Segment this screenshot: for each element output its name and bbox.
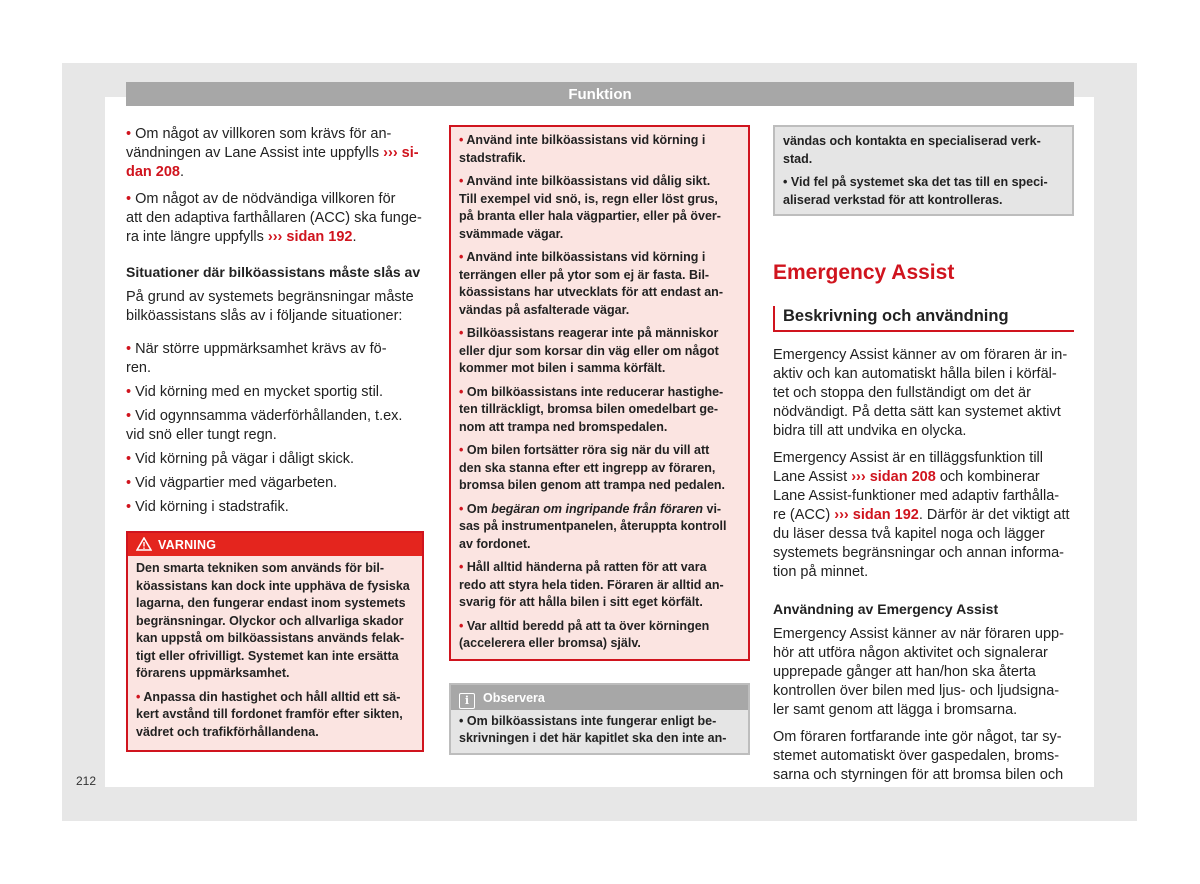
section-header: Funktion [126,82,1074,106]
subheading: Situationer där bilköassistans måste slås av [126,264,421,280]
situation-list [126,340,424,517]
paragraph: Emergency Assist känner av om föraren är in- aktiv och kan automatiskt hålla bilen i körfäl- tet och stoppa den fullständigt om det är nödvändigt. På detta sätt kan systemet aktivt bidra till att undvika en olycka. [773,347,1068,439]
bullet-icon: • [459,174,464,188]
warning-box [126,531,424,752]
bullet-icon: • [126,191,132,207]
bullet-icon: • [459,250,464,264]
bullet-icon: • [783,175,788,189]
paragraph: På grund av systemets begränsningar måste bilköassistans slås av i följande situationer: [126,289,414,324]
warning-body [128,556,422,750]
warning-bullet: • Använd inte bilköassistans vid körning i stadstrafik. [459,133,706,165]
warning-bullet: • Håll alltid händerna på ratten för att vara redo att styra hela tiden. Föraren är alltid an- svarig för att hålla bilen i sitt eget körfält. [459,560,724,609]
list-item: • Vid körning på vägar i dåligt skick. [126,451,355,467]
bullet-icon: • [459,326,464,340]
list-item: • Vid körning med en mycket sportig stil. [126,384,384,400]
warning-bullet: • Om bilköassistans inte reducerar hastighe- ten tillräckligt, bromsa bilen omedelbart ge- nom att trampa ned bromspedalen. [459,384,724,434]
bullet-icon: • [459,133,464,147]
warning-bullet: • Om begäran om ingripande från föraren vi- sas på instrumentpanelen, återuppta kontroll av fordonet. [459,501,727,551]
note-text: vändas och kontakta en specialiserad verk- stad. [783,134,1041,166]
list-item: • När större uppmärksamhet krävs av fö- ren. [126,341,387,376]
note-bullet: • Om bilköassistans inte fungerar enligt be- skrivningen i det här kapitlet ska den inte an- [459,713,727,745]
paragraph: Om föraren fortfarande inte gör något, tar sy- stemet automatiskt över gaspedalen, broms- sarna och styrningen för att bromsa bilen och [773,729,1064,783]
list-item: • Vid körning i stadstrafik. [126,499,289,515]
bullet-icon: • [459,501,464,516]
info-icon: i [459,693,475,709]
subsection-heading: Beskrivning och användning [773,306,1074,332]
page-number: 212 [76,774,97,788]
bullet-icon: • [459,384,464,399]
page-reference-link[interactable]: ››› sidan 192 [267,229,353,245]
note-body [451,710,748,753]
list-item: • Vid ogynnsamma väderförhållanden, t.ex. vid snö eller tungt regn. [126,408,403,443]
note-header: i Observera [451,685,748,710]
column-2 [449,125,750,755]
page-reference-link[interactable]: dan 208 [126,164,180,180]
warning-bullet: • Om bilen fortsätter röra sig när du vill att den ska stanna efter ett ingrepp av föraren, bromsa bilen genom att trampa ned pedalen. [459,443,726,492]
note-box [449,683,750,755]
warning-body [451,127,748,659]
bullet-icon: • [136,689,141,704]
warning-bullet: • Använd inte bilköassistans vid dålig sikt. Till exempel vid snö, is, regn eller löst grus, på branta eller hala vägpartier, eller på över- svämmade vägar. [459,174,721,241]
warning-box-continued [449,125,750,661]
warning-triangle-icon [136,537,152,551]
bullet-icon: • [126,499,132,515]
paragraph: Emergency Assist känner av när föraren upp- hör att utföra någon aktivitet och signalerar upprepade gånger att han/hon ska återta kontrollen över bilen med ljus- och ljudsigna- ler samt genom att lägga i bromsarna. [773,626,1064,718]
list-item: • Vid vägpartier med vägarbeten. [126,475,338,491]
warning-bullet: • Använd inte bilköassistans vid körning i terrängen eller på ytor som ej är fasta. Bil- köassistans har utvecklats för att endast an- vändas på asfalterade vägar. [459,250,723,317]
bullet-icon: • [459,443,464,457]
warning-bullet: • Bilköassistans reagerar inte på människor eller djur som korsar din väg eller om något kommer mot bilen i samma körfält. [459,326,719,375]
page-reference-link[interactable]: ››› si- [383,145,419,161]
bullet-icon: • [459,560,464,574]
warning-bullet: • Anpassa din hastighet och håll alltid ett sä- kert avstånd till fordonet framför efter sikten, vädret och trafikförhållandena. [136,689,403,739]
bullet-icon: • [126,384,132,400]
bullet-icon: • [459,618,464,633]
section-heading: Emergency Assist [773,261,955,284]
bullet-icon: • [126,126,132,142]
intro-bullet-2: • Om något av de nödvändiga villkoren för att den adaptiva farthållaren (ACC) ska funge- ra inte längre uppfylls ››› sidan 192. [126,191,422,245]
page-reference-link[interactable]: ››› sidan 192 [834,507,919,523]
warning-header: VARNING [128,533,422,556]
column-1 [126,125,424,752]
warning-bullet: • Var alltid beredd på att ta över körningen (accelerera eller bromsa) själv. [459,618,710,650]
bullet-icon: • [126,475,132,491]
bullet-icon: • [126,341,132,357]
bullet-icon: • [126,408,132,424]
paragraph: Emergency Assist är en tilläggsfunktion till Lane Assist ››› sidan 208 och kombinerar Lane Assist-funktioner med adaptiv farthålla- re (ACC) ››› sidan 192. Därför är det viktigt att du läser dessa två kapitel noga och lägger systemets begränsningar och annan informa- tion på minnet. [773,450,1070,580]
warning-text: Den smarta tekniken som används för bil- köassistans kan dock inte upphäva de fysiska lagarna, den fungerar endast inom systemets begränsningar. Olyckor och allvarliga skador kan uppstå om bilköassistans används felak- tigt eller ofrivilligt. Systemet kan inte ersätta förarens uppmärksamhet. [136,561,410,680]
page-reference-link[interactable]: ››› sidan 208 [851,469,936,485]
note-bullet: • Vid fel på systemet ska det tas till en speci- aliserad verkstad för att kontrolleras. [783,175,1048,207]
column-3 [773,125,1074,793]
note-body [775,127,1072,214]
intro-bullet-1: • Om något av villkoren som krävs för an- vändningen av Lane Assist inte uppfylls ››› si- dan 208. [126,126,419,180]
note-box-continued [773,125,1074,216]
bullet-icon: • [126,451,132,467]
subheading: Användning av Emergency Assist [773,601,999,617]
bullet-icon: • [459,713,464,728]
